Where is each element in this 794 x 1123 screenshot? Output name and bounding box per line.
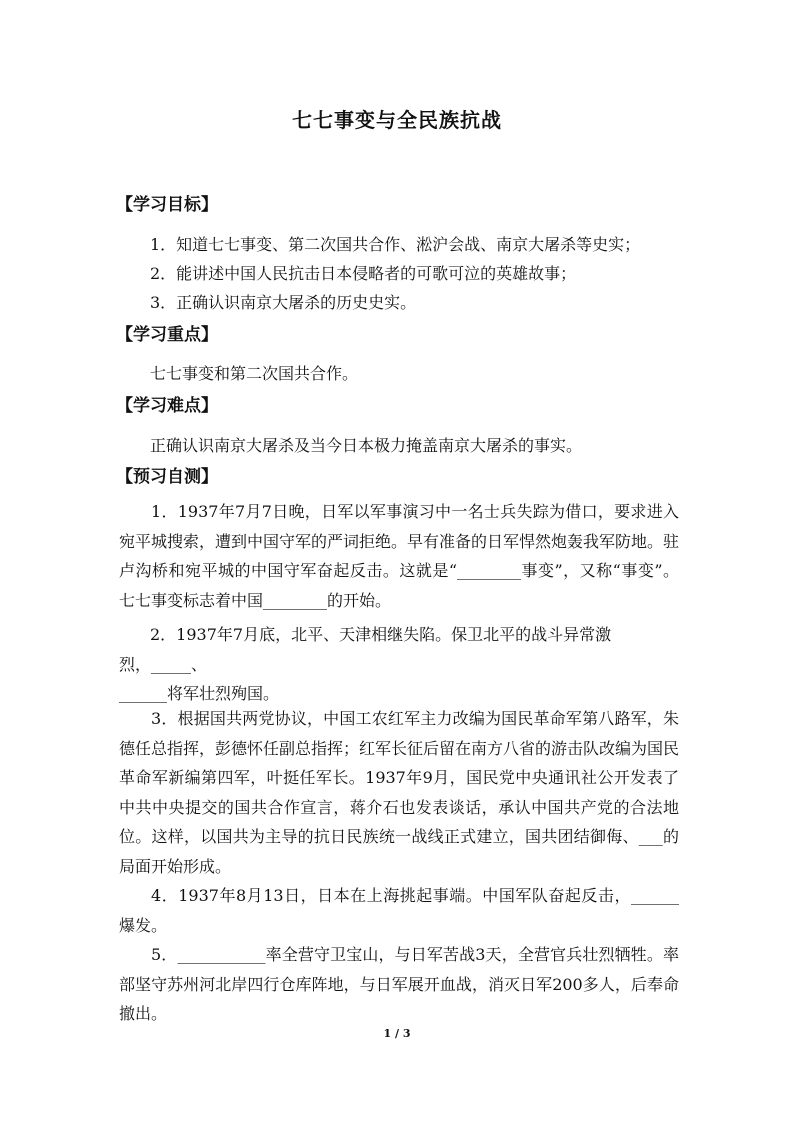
question-5: 5．___________率全营守卫宝山，与日军苦战3天，全营官兵壮烈牺牲。率部坚守苏州河北岸四行仓库阵地，与日军展开血战，消灭日军200多人，后奉命撤出。: [119, 945, 679, 1023]
goal-item-3: 3．正确认识南京大屠杀的历史史实。: [150, 293, 417, 312]
question-2-line-3: ______将军壮烈殉国。: [119, 684, 280, 703]
key-text: 七七事变和第二次国共合作。: [150, 364, 359, 383]
question-2-line-1: 2．1937年7月底，北平、天津相继失陷。保卫北平的战斗异常激: [150, 625, 612, 644]
document-title: 七七事变与全民族抗战: [292, 108, 502, 132]
section-heading-difficulty: 【学习难点】: [116, 396, 218, 416]
page-number: 1 / 3: [383, 1027, 411, 1040]
question-2-line-2: 烈，_____、: [119, 655, 208, 674]
goal-item-2: 2．能讲述中国人民抗击日本侵略者的可歌可泣的英雄故事；: [150, 264, 577, 283]
difficulty-text: 正确认识南京大屠杀及当今日本极力掩盖南京大屠杀的事实。: [150, 436, 583, 455]
question-3: 3．根据国共两党协议，中国工农红军主力改编为国民革命军第八路军，朱德任总指挥，彭德怀任副总指挥；红军长征后留在南方八省的游击队改编为国民革命军新编第四军，叶挺任军长。1937年9月，国民党中央通讯社公开发表了中共中央提交的国共合作宣言，蒋介石也发表谈话，承认中国共产党的合法地位。这样，以国共为主导的抗日民族统一战线正式建立，国共团结御侮、___的局面开始形成。: [119, 709, 680, 876]
question-1: 1．1937年7月7日晚，日军以军事演习中一名士兵失踪为借口，要求进入宛平城搜索，遭到中国守军的严词拒绝。早有准备的日军悍然炮轰我军防地。驻卢沟桥和宛平城的中国守军奋起反击。这就是“________事变”，又称“事变”。七七事变标志着中国________的开始。: [119, 502, 680, 610]
section-heading-goals: 【学习目标】: [116, 195, 218, 215]
section-heading-key: 【学习重点】: [116, 325, 218, 345]
question-4: 4．1937年8月13日，日本在上海挑起事端。中国军队奋起反击，______爆发。: [119, 886, 679, 935]
section-heading-preview: 【预习自测】: [116, 467, 218, 487]
goal-item-1: 1．知道七七事变、第二次国共合作、淞沪会战、南京大屠杀等史实；: [150, 235, 641, 254]
